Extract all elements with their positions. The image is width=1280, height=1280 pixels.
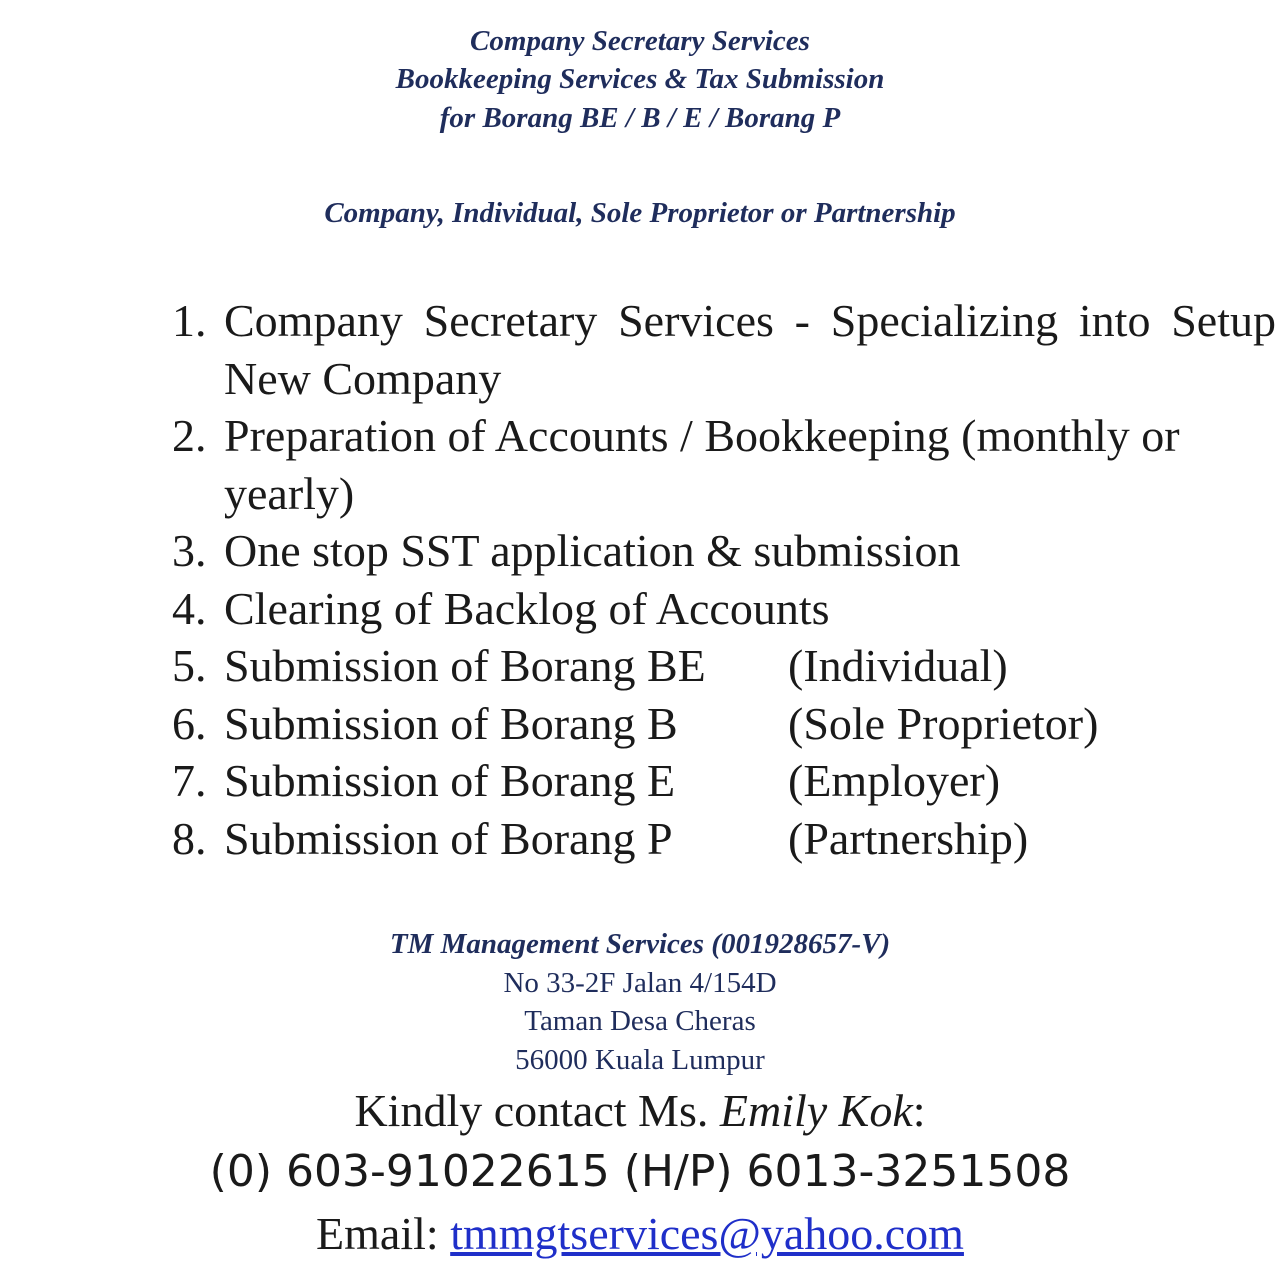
contact-line <box>0 1082 1280 1140</box>
contact-suffix: : <box>912 1085 926 1136</box>
service-number: 4. <box>172 582 207 634</box>
service-number: 3. <box>172 525 207 576</box>
service-category: (Partnership) <box>788 812 1029 864</box>
service-number: 8. <box>172 812 207 864</box>
service-label: Submission of Borang E <box>224 755 676 806</box>
service-number: 6. <box>172 697 207 749</box>
services-list <box>172 292 1276 867</box>
service-text: One stop SST application & submission <box>224 525 961 576</box>
service-number: 2. <box>172 410 207 461</box>
address-area: Taman Desa Cheras <box>524 1005 756 1037</box>
service-number: 5. <box>172 640 207 691</box>
header-clients: Company, Individual, Sole Proprietor or Partnership <box>324 197 956 229</box>
service-text: Company Secretary Services - Specializing into Setup New Company <box>224 295 1276 404</box>
service-label: Submission of Borang B <box>224 697 678 749</box>
service-item-3 <box>172 522 1276 580</box>
email-line <box>0 1205 1280 1263</box>
address-street: No 33-2F Jalan 4/154D <box>503 967 777 999</box>
service-category: (Sole Proprietor) <box>788 697 1099 749</box>
service-item-1 <box>172 292 1276 407</box>
contact-prefix: Kindly contact Ms. <box>354 1085 709 1136</box>
service-label: Submission of Borang BE <box>224 640 706 691</box>
service-text: Preparation of Accounts / Bookkeeping (monthly or yearly) <box>224 410 1180 519</box>
address-city: 56000 Kuala Lumpur <box>515 1044 765 1076</box>
email-link[interactable]: tmmgtservices@yahoo.com <box>450 1208 964 1259</box>
contact-name: Emily Kok <box>719 1085 913 1136</box>
service-category: (Employer) <box>788 755 1001 806</box>
service-number: 1. <box>172 295 207 346</box>
service-category: (Individual) <box>788 640 1008 691</box>
service-item-7 <box>172 752 1276 810</box>
service-item-4 <box>172 580 1276 638</box>
service-label: Submission of Borang P <box>224 812 673 864</box>
service-number: 7. <box>172 755 207 806</box>
header-subtitle-borang: for Borang BE / B / E / Borang P <box>439 102 841 134</box>
company-name: TM Management Services (001928657-V) <box>389 928 891 960</box>
email-label: Email: <box>316 1208 439 1259</box>
service-item-6 <box>172 695 1276 753</box>
header-title: Company Secretary Services <box>470 25 810 57</box>
header-subtitle-bookkeeping: Bookkeeping Services & Tax Submission <box>395 63 885 95</box>
contact-phone: (0) 603-91022615 (H/P) 6013-3251508 <box>209 1146 1071 1197</box>
service-item-8 <box>172 810 1276 868</box>
service-item-2 <box>172 407 1276 522</box>
service-text: Clearing of Backlog of Accounts <box>224 582 830 634</box>
service-item-5 <box>172 637 1276 695</box>
